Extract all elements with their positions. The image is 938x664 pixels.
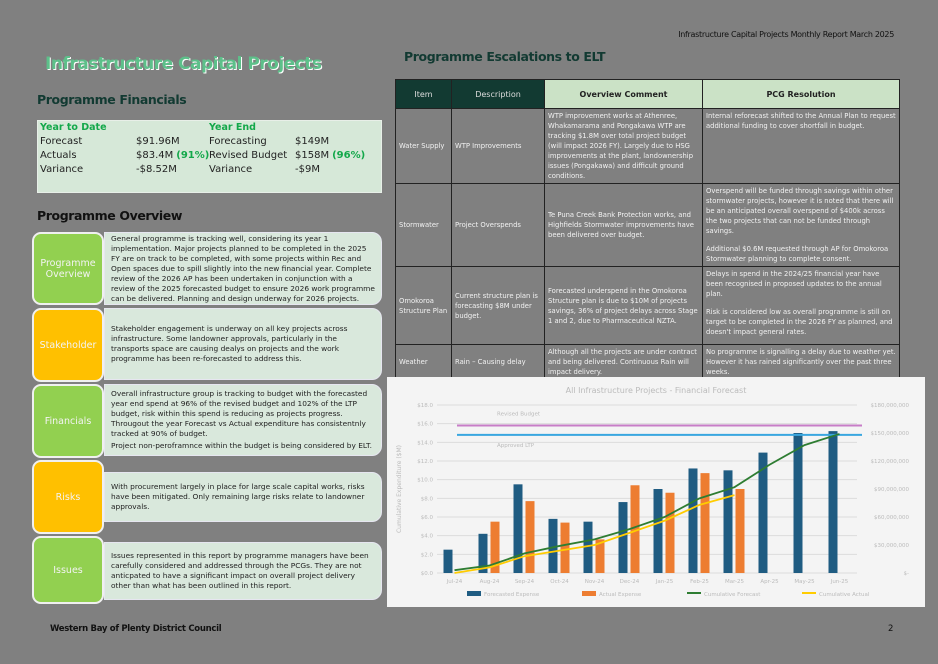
- financials-heading: Programme Financials: [37, 92, 187, 107]
- overview-text-body: [111, 482, 377, 512]
- overview-paragraph: With procurement largely in place for large scale capital works, risks have been mitigated. Only remaining large risks relate to landowner approvals.: [111, 482, 365, 511]
- y-tick-label: $12.0: [417, 459, 433, 465]
- financial-row: [40, 149, 209, 163]
- overview-text-stakeholder: [104, 308, 382, 380]
- x-tick-label: Aug-24: [479, 579, 500, 585]
- legend-label: Forecasted Expense: [484, 592, 540, 598]
- legend-swatch: [582, 591, 596, 596]
- bar-forecasted-expense: [794, 433, 803, 573]
- page-title: Infrastructure Capital Projects: [45, 54, 322, 74]
- escalations-heading: Programme Escalations to ELT: [404, 49, 606, 64]
- financial-label: Forecasting: [209, 136, 267, 147]
- legend-label: Actual Expense: [599, 592, 642, 598]
- y-tick-label: $14.0: [417, 440, 433, 447]
- y-tick-label: $18.0: [417, 403, 433, 409]
- footer-organisation: Western Bay of Plenty District Council: [50, 624, 222, 634]
- financial-value: -$8.52M: [136, 164, 177, 175]
- reference-line-label: Approved LTP: [497, 442, 535, 449]
- resolution-text: Additional $0.6M requested through AP for Omokoroa Stormwater planning to complete consent.: [706, 245, 889, 263]
- financial-value: $149M: [295, 136, 330, 147]
- resolution-text: Overspend will be funded through savings within other stormwater projects, however it is noted that there will be an anticipated overall overspend of $400k across the two projects that can not be funded through savings.: [706, 187, 894, 235]
- table-header-row: [396, 80, 900, 109]
- bar-actual-expense: [561, 523, 570, 573]
- table-row: [396, 345, 900, 380]
- overview-tile-issues: [32, 536, 104, 604]
- overview-text-body: [111, 234, 377, 304]
- financial-value: $91.96M: [136, 136, 180, 147]
- y-tick-label: $6.0: [420, 515, 433, 521]
- y2-tick-label: $90,000,000: [874, 487, 909, 493]
- cell-item: Water Supply: [396, 109, 452, 184]
- financial-label: Actuals: [40, 150, 77, 161]
- ytd-heading: Year to Date: [40, 122, 107, 133]
- page-number: 2: [888, 624, 894, 634]
- cell-item: Omokoroa Structure Plan: [396, 267, 452, 345]
- cell-pcg-resolution: [703, 109, 900, 184]
- y2-tick-label: $-: [903, 571, 909, 577]
- x-tick-label: Sep-24: [514, 579, 535, 585]
- x-tick-label: Oct-24: [550, 579, 569, 585]
- ytd-column: [40, 122, 209, 177]
- bar-actual-expense: [526, 501, 535, 573]
- financial-percent: (96%): [332, 150, 366, 161]
- financial-row: [40, 163, 209, 177]
- x-tick-label: Nov-24: [584, 579, 605, 585]
- financial-label: Variance: [209, 164, 253, 175]
- x-tick-label: Jul-24: [446, 579, 463, 585]
- overview-paragraph: Project non-peroframnce within the budget is being considered by ELT.: [111, 441, 372, 450]
- y2-tick-label: $60,000,000: [874, 515, 909, 521]
- cell-pcg-resolution: [703, 345, 900, 380]
- bar-forecasted-expense: [724, 470, 733, 573]
- column-header-pcg-resolution: PCG Resolution: [703, 80, 900, 109]
- y-tick-label: $16.0: [417, 421, 433, 428]
- cell-pcg-resolution: [703, 267, 900, 345]
- bar-forecasted-expense: [689, 468, 698, 573]
- overview-tile-risks: [32, 460, 104, 534]
- resolution-text: Risk is considered low as overall programme is still on target to be completed in the 2026 FY as planned, and doesn't impact general rates.: [706, 308, 893, 336]
- report-header: Infrastructure Capital Projects Monthly Report March 2025: [678, 30, 894, 39]
- overview-text-body: [111, 324, 377, 364]
- column-header-overview-comment: Overview Comment: [545, 80, 703, 109]
- cell-description: Project Overspends: [452, 184, 545, 267]
- overview-paragraph: Issues represented in this report by programme managers have been carefully considered and addressed through the PCGs. They are not anticpated to have a significant impact on overall project delivery other than what has been outlined in this report.: [111, 551, 369, 590]
- bar-actual-expense: [736, 489, 745, 573]
- chart-canvas: [387, 377, 925, 607]
- resolution-text: Delays in spend in the 2024/25 financial year have been recognised in proposed updates to the annual plan.: [706, 270, 882, 298]
- line-cumulative-forecast: [455, 434, 840, 570]
- financial-row: [209, 135, 365, 149]
- financial-value: $83.4M: [136, 150, 174, 161]
- y2-tick-label: $150,000,000: [870, 431, 909, 437]
- y2-tick-label: $180,000,000: [870, 403, 909, 409]
- x-tick-label: Feb-25: [690, 579, 709, 585]
- bar-forecasted-expense: [654, 489, 663, 573]
- y-tick-label: $8.0: [420, 496, 433, 503]
- overview-paragraph: Overall infrastructure group is tracking to budget with the forecasted year end spend at 96% of the revised budget and 102% of the LTP budget, risk within this spend is reducing as projects progress. Througout the year Forecast vs Actual expenditure has consistentnly tracked at 90% of budget.: [111, 389, 368, 438]
- overview-tile-label: Financials: [44, 415, 92, 427]
- financial-label: Forecast: [40, 136, 83, 147]
- chart-title: All Infrastructure Projects - Financial Forecast: [565, 386, 747, 395]
- year-end-heading: Year End: [209, 122, 256, 133]
- cell-item: Weather: [396, 345, 452, 380]
- financial-row: [209, 149, 365, 163]
- cell-overview-comment: WTP improvement works at Athenree, Whakamarama and Pongakawa WTP are tracking $1.8M over total project budget (will impact 2026 FY). Largely due to HSG improvements at the plant, landownership issues (Pongakawa) and difficult ground conditions.: [545, 109, 703, 184]
- y-tick-label: $4.0: [420, 533, 433, 540]
- overview-paragraph: General programme is tracking well, considering its year 1 implementation. Major projects planned to be completed in the 2025 FY are on track to be completed, with some projects within Rec and Open spaces due to spill slightly into the new financial year. Complete review of the 2026 AP has been undertaken in conjunction with a review of the 2025 forecasted budget to ensure 2026 work programme can be delivered. Planning and design underway for 2026 projects.: [111, 233, 375, 303]
- overview-text-financials: [104, 384, 382, 456]
- y2-tick-label: $30,000,000: [874, 543, 909, 549]
- overview-tile-stakeholder: [32, 308, 104, 382]
- x-tick-label: Mar-25: [724, 579, 745, 585]
- year-end-column: [209, 122, 365, 177]
- legend-label: Cumulative Forecast: [704, 592, 761, 598]
- cell-description: Current structure plan is forecasting $8M under budget.: [452, 267, 545, 345]
- overview-heading: Programme Overview: [37, 208, 183, 223]
- financials-box: [37, 120, 382, 193]
- financial-percent: (91%): [176, 150, 210, 161]
- overview-text-body: [111, 551, 377, 591]
- cell-description: Rain – Causing delay: [452, 345, 545, 380]
- financial-forecast-chart: [387, 377, 925, 607]
- table-row: [396, 109, 900, 184]
- overview-tile-label: Issues: [53, 564, 83, 576]
- overview-text-body: [111, 389, 377, 451]
- cell-item: Stormwater: [396, 184, 452, 267]
- y-axis-label: Cumulative Expenditure ($M): [396, 444, 403, 534]
- financial-value: -$9M: [295, 164, 320, 175]
- overview-text-risks: [104, 472, 382, 522]
- y-tick-label: $0.0: [420, 571, 433, 577]
- bar-forecasted-expense: [619, 502, 628, 573]
- x-tick-label: Dec-24: [619, 579, 640, 585]
- y2-tick-label: $120,000,000: [870, 459, 909, 465]
- column-header-item: Item: [396, 80, 452, 109]
- x-tick-label: Jan-25: [655, 579, 674, 585]
- bar-forecasted-expense: [829, 431, 838, 573]
- financial-value: $158M: [295, 150, 330, 161]
- overview-tile-programme-overview: [32, 232, 104, 305]
- financial-label: Revised Budget: [209, 150, 288, 161]
- resolution-text: Internal reforecast shifted to the Annual Plan to request additional funding to cover shortfall in budget.: [706, 112, 896, 130]
- cell-pcg-resolution: [703, 184, 900, 267]
- legend-swatch: [467, 591, 481, 596]
- overview-paragraph: Stakeholder engagement is underway on all key projects across infrastructure. Some landowner approvals, particularly in the transports space are causing dealys on projects and the work programme has been re-forecasted to address this.: [111, 324, 348, 363]
- overview-tile-label: Stakeholder: [39, 339, 97, 351]
- escalations-table: [395, 79, 900, 380]
- cell-overview-comment: Although all the projects are under contract and being delivered. Continuous Rain will impact delivery.: [545, 345, 703, 380]
- cell-overview-comment: Te Puna Creek Bank Protection works, and Highfields Stormwater improvements have been delivered over budget.: [545, 184, 703, 267]
- bar-actual-expense: [666, 493, 675, 573]
- resolution-text: No programme is signalling a delay due to weather yet. However it has rained significantly over the past three weeks.: [706, 348, 896, 376]
- x-tick-label: Jun-25: [830, 579, 849, 585]
- overview-tile-financials: [32, 384, 104, 458]
- legend-label: Cumulative Actual: [819, 592, 870, 598]
- x-tick-label: Apr-25: [760, 579, 779, 585]
- bar-actual-expense: [701, 473, 710, 573]
- y-tick-label: $2.0: [420, 552, 433, 559]
- overview-tile-label: Risks: [55, 491, 81, 503]
- overview-text-programme-overview: [104, 232, 382, 305]
- financial-row: [209, 163, 365, 177]
- overview-text-issues: [104, 542, 382, 600]
- table-row: [396, 184, 900, 267]
- column-header-description: Description: [452, 80, 545, 109]
- table-row: [396, 267, 900, 345]
- cell-description: WTP Improvements: [452, 109, 545, 184]
- x-tick-label: May-25: [794, 579, 815, 585]
- reference-line-label: Revised Budget: [497, 411, 541, 418]
- bar-forecasted-expense: [444, 550, 453, 573]
- cell-overview-comment: Forecasted underspend in the Omokoroa Structure plan is due to $10M of projects savings, 36% of project delays across Stage 1 and 2, due to Pharmaceutical NZTA.: [545, 267, 703, 345]
- financial-row: [40, 135, 209, 149]
- overview-tile-label: Programme Overview: [40, 257, 96, 280]
- y-tick-label: $10.0: [417, 477, 433, 484]
- financial-label: Variance: [40, 164, 84, 175]
